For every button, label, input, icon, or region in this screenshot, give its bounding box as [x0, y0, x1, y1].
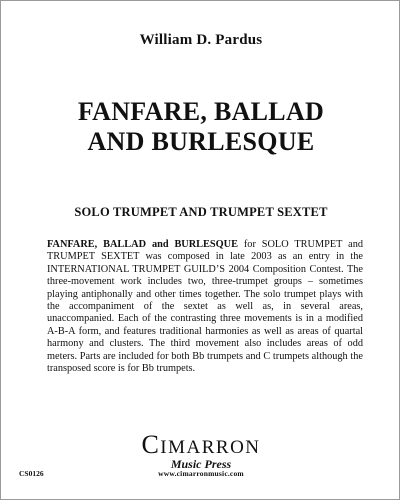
publisher-initial: C — [141, 430, 161, 459]
description — [47, 239, 363, 375]
publisher-subtitle: Music Press — [170, 457, 232, 471]
publisher-logo — [1, 430, 400, 471]
instrumentation: SOLO TRUMPET AND TRUMPET SEXTET — [74, 205, 328, 219]
composer-name: William D. Pardus — [139, 32, 263, 48]
title-line-2: AND BURLESQUE — [87, 127, 315, 156]
publisher-name-rest: IMARRON — [160, 437, 261, 458]
description-body: for SOLO TRUMPET and TRUMPET SEXTET was composed in late 2003 as an entry in the INTERNATIONAL TRUMPET GUILD’S 2004 Composition Contest. The three-movement work includes two, three-trumpet groups – sometimes playing antiphonally and other times together. The solo trumpet plays with the accompaniment of the sextet as well as, in several areas, unaccompanied. Each of the contrasting three movements is in a modified A-B-A form, and features traditional harmonies as well as areas of quartal harmony and clusters. The third movement also includes areas of odd meters. Parts are included for both Bb trumpets and C trumpets although the transposed score is for Bb trumpets. — [47, 239, 363, 375]
publisher-name — [141, 430, 261, 459]
work-title — [1, 97, 400, 157]
title-line-1: FANFARE, BALLAD — [77, 97, 325, 126]
catalog-number: CS0126 — [19, 469, 44, 478]
publisher-website: www.cimarronmusic.com — [158, 469, 244, 478]
description-lead: FANFARE, BALLAD and BURLESQUE — [47, 239, 238, 250]
